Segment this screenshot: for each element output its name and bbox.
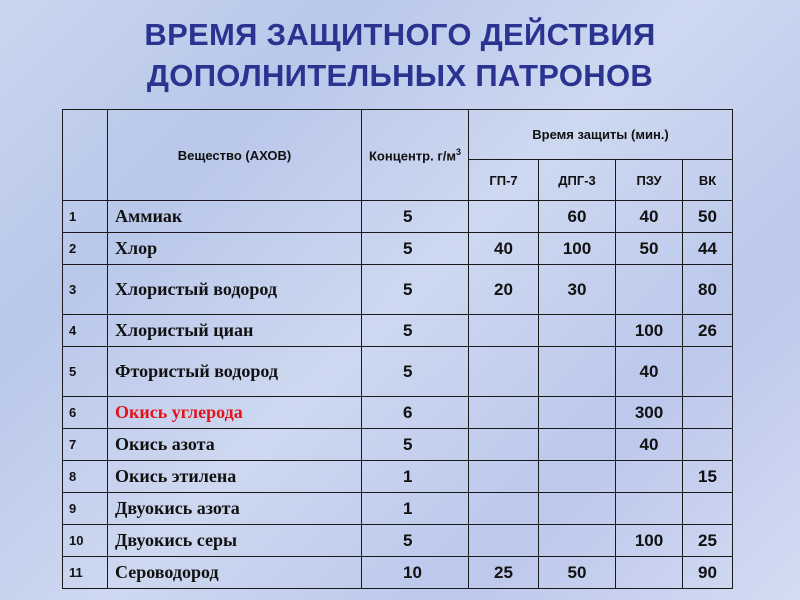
table-body [63,201,733,589]
table-row [63,315,733,347]
row-dpg3 [539,315,616,347]
row-gp7 [469,347,539,397]
row-dpg3: 60 [539,201,616,233]
row-pzu: 50 [616,233,683,265]
row-dpg3 [539,397,616,429]
row-concentration: 1 [362,461,469,493]
row-number: 1 [63,201,108,233]
row-vk: 44 [683,233,733,265]
row-number: 3 [63,265,108,315]
row-number: 2 [63,233,108,265]
row-gp7: 25 [469,557,539,589]
row-substance: Аммиак [108,201,362,233]
row-number: 10 [63,525,108,557]
row-concentration: 5 [362,233,469,265]
row-pzu [616,493,683,525]
row-dpg3 [539,429,616,461]
header-concentration-sup: 3 [455,146,461,157]
table-row [63,265,733,315]
row-dpg3: 30 [539,265,616,315]
row-substance: Окись этилена [108,461,362,493]
row-gp7: 40 [469,233,539,265]
subheader-gp7: ГП-7 [469,160,539,201]
row-concentration: 10 [362,557,469,589]
row-gp7 [469,201,539,233]
row-gp7 [469,525,539,557]
title-line-2: ДОПОЛНИТЕЛЬНЫХ ПАТРОНОВ [146,58,654,93]
row-vk: 90 [683,557,733,589]
row-number: 5 [63,347,108,397]
row-substance: Хлор [108,233,362,265]
row-vk [683,397,733,429]
row-pzu: 40 [616,201,683,233]
table-row [63,461,733,493]
row-gp7 [469,315,539,347]
row-dpg3 [539,347,616,397]
header-concentration [362,110,469,201]
row-substance: Сероводород [108,557,362,589]
row-pzu: 40 [616,347,683,397]
table-row [63,525,733,557]
table-row [63,233,733,265]
protection-time-table [62,109,733,589]
table-row [63,201,733,233]
row-substance: Двуокись серы [108,525,362,557]
row-number: 4 [63,315,108,347]
row-number: 11 [63,557,108,589]
row-concentration: 5 [362,265,469,315]
header-concentration-label: Концентр. г/м [369,148,456,164]
row-substance: Окись азота [108,429,362,461]
row-number: 9 [63,493,108,525]
subheader-dpg3: ДПГ-3 [539,160,616,201]
table-row [63,557,733,589]
row-dpg3 [539,461,616,493]
row-vk: 80 [683,265,733,315]
table-row [63,347,733,397]
header-substance: Вещество (АХОВ) [108,110,362,201]
header-row [63,110,733,160]
row-pzu [616,557,683,589]
row-concentration: 5 [362,525,469,557]
row-vk [683,347,733,397]
table-row [63,397,733,429]
row-dpg3 [539,493,616,525]
row-substance: Двуокись азота [108,493,362,525]
row-concentration: 5 [362,347,469,397]
row-substance: Окись углерода [108,397,362,429]
row-gp7 [469,397,539,429]
row-pzu [616,461,683,493]
row-concentration: 6 [362,397,469,429]
subheader-pzu: ПЗУ [616,160,683,201]
row-concentration: 1 [362,493,469,525]
row-concentration: 5 [362,429,469,461]
row-gp7: 20 [469,265,539,315]
row-pzu: 100 [616,315,683,347]
row-gp7 [469,429,539,461]
row-number: 7 [63,429,108,461]
row-number: 6 [63,397,108,429]
slide-title [0,14,800,96]
subheader-vk: ВК [683,160,733,201]
title-line-1: ВРЕМЯ ЗАЩИТНОГО ДЕЙСТВИЯ [144,17,656,52]
row-substance: Хлористый водород [108,265,362,315]
row-gp7 [469,461,539,493]
row-pzu: 100 [616,525,683,557]
table-row [63,493,733,525]
row-dpg3 [539,525,616,557]
table-row [63,429,733,461]
row-vk [683,429,733,461]
row-vk: 50 [683,201,733,233]
row-pzu: 40 [616,429,683,461]
row-vk: 25 [683,525,733,557]
row-vk: 26 [683,315,733,347]
row-substance: Хлористый циан [108,315,362,347]
header-protection-time: Время защиты (мин.) [469,110,733,160]
row-pzu: 300 [616,397,683,429]
row-vk: 15 [683,461,733,493]
row-gp7 [469,493,539,525]
row-pzu [616,265,683,315]
row-vk [683,493,733,525]
header-number [63,110,108,201]
row-number: 8 [63,461,108,493]
row-concentration: 5 [362,315,469,347]
row-concentration: 5 [362,201,469,233]
row-dpg3: 50 [539,557,616,589]
row-substance: Фтористый водород [108,347,362,397]
row-dpg3: 100 [539,233,616,265]
